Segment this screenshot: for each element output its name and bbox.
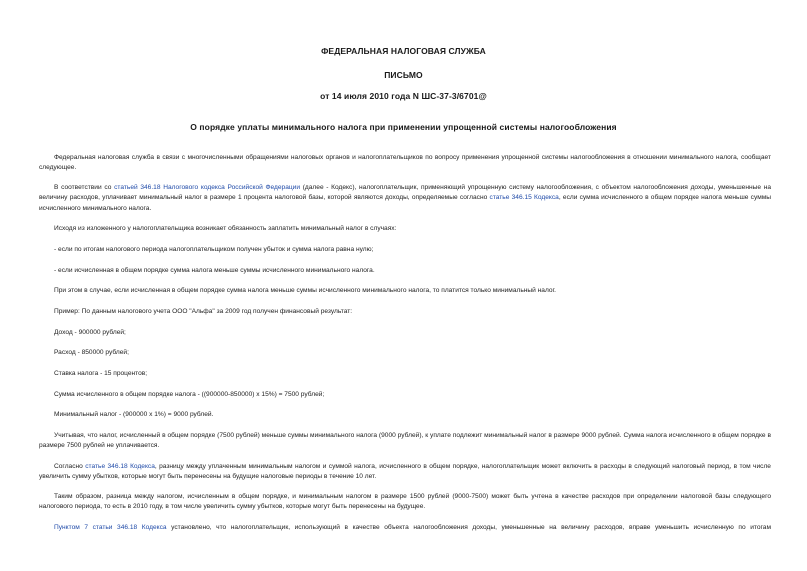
paragraph-text: В соответствии со [54, 184, 115, 191]
paragraph-text: установлено, что налогоплательщик, использующий в качестве объекта налогообложения доходы, уменьшенные на величину расходов, вправе уменьшить исчисленную по итогам [166, 524, 771, 531]
example-general-tax: Сумма исчисленного в общем порядке налога - ((900000-850000) x 15%) = 7500 рублей; [54, 391, 325, 398]
document-subject: О порядке уплаты минимального налога при применении упрощенной системы налогообложения [190, 122, 617, 132]
paragraph-example: Пример: По данным налогового учета ООО "Альфа" за 2009 год получен финансовый результат: [54, 308, 353, 315]
agency-title: ФЕДЕРАЛЬНАЯ НАЛОГОВАЯ СЛУЖБА [321, 46, 486, 56]
paragraph-intro: Федеральная налоговая служба в связи с многочисленными обращениями налоговых органов и налогоплательщиков по вопросу применения упрощенной системы налогообложения в отношении минимального налога, сообщает следующее. [39, 154, 771, 172]
link-article-346-15[interactable]: статье 346.15 Кодекса [489, 194, 559, 202]
link-point-7-article-346-18[interactable]: Пунктом 7 статьи 346.18 Кодекса [54, 524, 167, 531]
paragraph-obligation: Исходя из изложенного у налогоплательщика возникает обязанность заплатить минимальный налог в случаях: [54, 225, 397, 232]
document-date-number: от 14 июля 2010 года N ШС-37-3/6701@ [320, 91, 487, 101]
paragraph-article-346-18 [39, 183, 771, 214]
link-article-346-18-tax-code[interactable]: статьей 346.18 Налогового кодекса Российской Федерации [114, 184, 301, 191]
paragraph-text: Согласно [54, 463, 86, 470]
example-minimum-tax: Минимальный налог - (900000 x 1%) = 9000 рублей. [54, 411, 214, 418]
list-item-tax-less: - если исчисленная в общем порядке сумма налога меньше суммы исчисленного минимального налога. [54, 267, 375, 274]
example-expense: Расход - 850000 рублей; [54, 349, 129, 356]
paragraph-point-7 [39, 523, 771, 533]
paragraph-text: , если сумма исчисленного в общем порядке налога меньше суммы исчисленного минимального налога. [39, 194, 771, 212]
example-rate: Ставка налога - 15 процентов; [54, 370, 148, 377]
example-income: Доход - 900000 рублей; [54, 329, 126, 336]
paragraph-considering: Учитывая, что налог, исчисленный в общем порядке (7500 рублей) меньше суммы минимального налога (9000 рублей), к уплате подлежит минимальный налог в размере 9000 рублей. Сумма налога исчисленного в общем порядке в размере 7500 рублей не уплачивается. [39, 432, 771, 450]
paragraph-text: (далее - Кодекс), налогоплательщик, применяющий упрощенную систему налогообложения, с объектом налогообложения доходы, уменьшенные на величину расходов, уплачивает минимальный налог в размере 1 процента налоговой базы, которой являются доходы, определяемые согласно [39, 184, 771, 202]
paragraph-text: , разницу между уплаченным минимальным налогом и суммой налога, исчисленного в общем порядке, налогоплательщик может включить в расходы в следующий налоговый период, в том числе увеличить сумму убытков, которые могут быть перенесены на будущие налоговые периоды в течение 10 лет. [39, 463, 771, 481]
paragraph-difference [39, 462, 771, 483]
paragraph-only-minimum: При этом в случае, если исчисленная в общем порядке сумма налога меньше суммы исчисленного минимального налога, то платится только минимальный налог. [54, 287, 556, 294]
document-type: ПИСЬМО [384, 70, 423, 80]
link-article-346-18-code[interactable]: статье 346.18 Кодекса [85, 463, 155, 470]
list-item-loss: - если по итогам налогового периода налогоплательщиком получен убыток и сумма налога равна нулю; [54, 246, 374, 253]
paragraph-conclusion: Таким образом, разница между налогом, исчисленным в общем порядке, и минимальным налогом в размере 1500 рублей (9000-7500) может быть учтена в качестве расходов при определении налоговой базы следующего налогового периода, то есть в 2010 году, в том числе увеличить сумму убытков, которые могут быть перенесены на будущее. [39, 493, 771, 511]
